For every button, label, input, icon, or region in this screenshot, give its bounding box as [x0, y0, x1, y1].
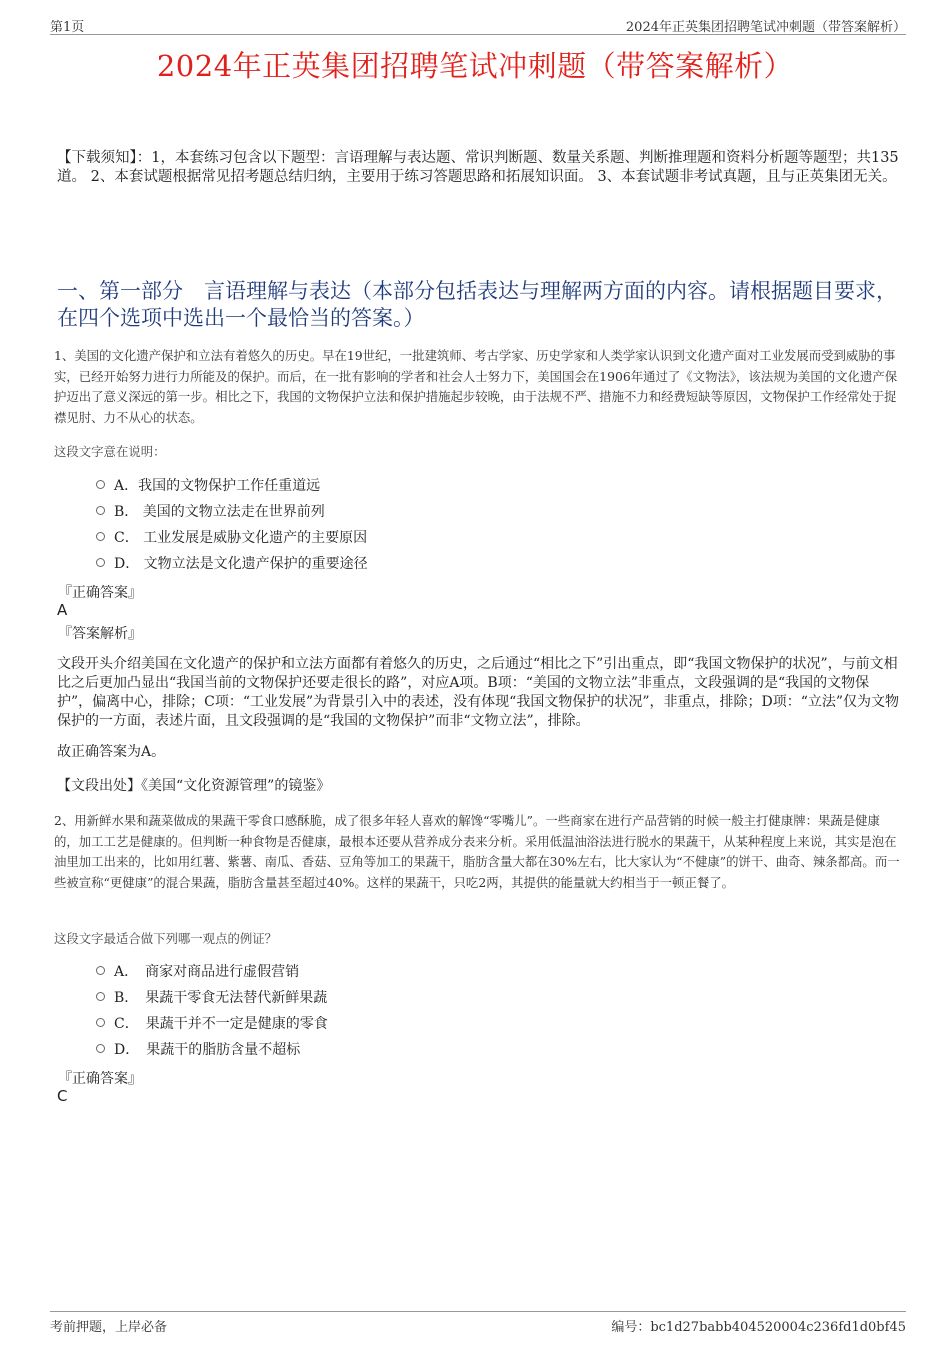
option-label: B． 美国的文物立法走在世界前列: [114, 504, 325, 520]
document-title: 2024年正英集团招聘笔试冲刺题（带答案解析）: [156, 49, 794, 83]
question-2-option-b[interactable]: [96, 988, 327, 1008]
question-1-analysis-label: 『答案解析』: [58, 626, 142, 642]
question-1-prompt: 这段文字意在说明：: [54, 444, 166, 459]
question-1-answer: A: [57, 601, 68, 619]
option-label: A． 商家对商品进行虚假营销: [114, 964, 300, 980]
question-1-conclusion: 故正确答案为A。: [57, 744, 166, 760]
radio-icon[interactable]: [96, 532, 105, 541]
question-2-answer: C: [57, 1087, 68, 1105]
page-header: [50, 14, 906, 35]
page-footer: [50, 1311, 906, 1335]
header-doc-title: 2024年正英集团招聘笔试冲刺题（带答案解析）: [625, 20, 906, 35]
option-label: B． 果蔬干零食无法替代新鲜果蔬: [114, 990, 328, 1006]
question-1-option-d[interactable]: [96, 554, 368, 574]
radio-icon[interactable]: [96, 1018, 105, 1027]
section-heading: 一、第一部分 言语理解与表达（本部分包括表达与理解两方面的内容。请根据题目要求，在四个选项中选出一个最恰当的答案。）: [57, 279, 897, 330]
question-1-source: 【文段出处】《美国“文化资源管理”的镜鉴》: [57, 778, 331, 794]
option-label: D． 文物立法是文化遗产保护的重要途径: [114, 556, 368, 572]
question-2-option-a[interactable]: [96, 962, 299, 982]
question-2-option-c[interactable]: [96, 1014, 328, 1034]
radio-icon[interactable]: [96, 558, 105, 567]
question-1-text: 1、美国的文化遗产保护和立法有着悠久的历史。早在19世纪，一批建筑师、考古学家、历史学家和人类学家认识到文化遗产面对工业发展而受到威胁的事实，已经开始努力进行力所能及的保护。而后，在一批有影响的学者和社会人士努力下，美国国会在1906年通过了《文物法》，该法规为美国的文化遗产保护迈出了意义深远的第一步。相比之下，我国的文物保护立法和保护措施起步较晚，由于法规不严、措施不力和经费短缺等原因，文物保护工作经常处于捉襟见肘、力不从心的状态。: [54, 348, 898, 425]
page-number: 第1页: [50, 20, 85, 35]
question-2-prompt: 这段文字最适合做下列哪一观点的例证？: [54, 931, 278, 946]
question-2-option-d[interactable]: [96, 1040, 300, 1060]
question-2-answer-label: 『正确答案』: [58, 1071, 142, 1087]
question-1-answer-label: 『正确答案』: [58, 585, 142, 601]
question-2-text: 2、用新鲜水果和蔬菜做成的果蔬干零食口感酥脆，成了很多年轻人喜欢的解馋“零嘴儿”。一些商家在进行产品营销的时候一般主打健康牌：果蔬是健康的，加工工艺是健康的。但判断一种食物是否健康，最根本还要从营养成分表来分析。采用低温油浴法进行脱水的果蔬干，从某种程度上来说，其实是泡在油里加工出来的，比如用红薯、紫薯、南瓜、香菇、豆角等加工的果蔬干，脂肪含量大都在30%左右，比大家认为“不健康”的饼干、曲奇、辣条都高。而一些被宣称“更健康”的混合果蔬，脂肪含量甚至超过40%。这样的果蔬干，只吃2两，其提供的能量就大约相当于一顿正餐了。: [54, 813, 900, 890]
option-label: A．我国的文物保护工作任重道远: [114, 478, 321, 494]
question-1-option-a[interactable]: [96, 476, 320, 496]
radio-icon[interactable]: [96, 966, 105, 975]
radio-icon[interactable]: [96, 1044, 105, 1053]
question-1-option-c[interactable]: [96, 528, 367, 548]
option-label: C． 果蔬干并不一定是健康的零食: [114, 1016, 328, 1032]
question-1-analysis: 文段开头介绍美国在文化遗产的保护和立法方面都有着悠久的历史，之后通过“相比之下”引出重点，即“我国文物保护的状况”，与前文相比之后更加凸显出“我国当前的文物保护还要走很长的路”，对应A项。B项：“美国的文物立法”非重点，文段强调的是“我国的文物保护”，偏离中心，排除；C项：“工业发展”为背景引入中的表述，没有体现“我国文物保护的状况”，非重点，排除；D项：“立法”仅为文物保护的一方面，表述片面，且文段强调的是“我国的文物保护”而非“文物立法”，排除。: [57, 656, 900, 729]
radio-icon[interactable]: [96, 480, 105, 489]
download-notice: 【下载须知】：1，本套练习包含以下题型：言语理解与表达题、常识判断题、数量关系题、判断推理题和资料分析题等题型；共135道。 2、本套试题根据常见招考题总结归纳，主要用于练习答题思路和拓展知识面。 3、本套试题非考试真题，且与正英集团无关。: [57, 150, 899, 185]
footer-slogan: 考前押题，上岸必备: [50, 1320, 168, 1335]
option-label: C． 工业发展是威胁文化遗产的主要原因: [114, 530, 368, 546]
radio-icon[interactable]: [96, 992, 105, 1001]
option-label: D． 果蔬干的脂肪含量不超标: [114, 1042, 301, 1058]
footer-code: 编号：bc1d27babb404520004c236fd1d0bf45: [611, 1320, 906, 1335]
radio-icon[interactable]: [96, 506, 105, 515]
question-1-option-b[interactable]: [96, 502, 325, 522]
